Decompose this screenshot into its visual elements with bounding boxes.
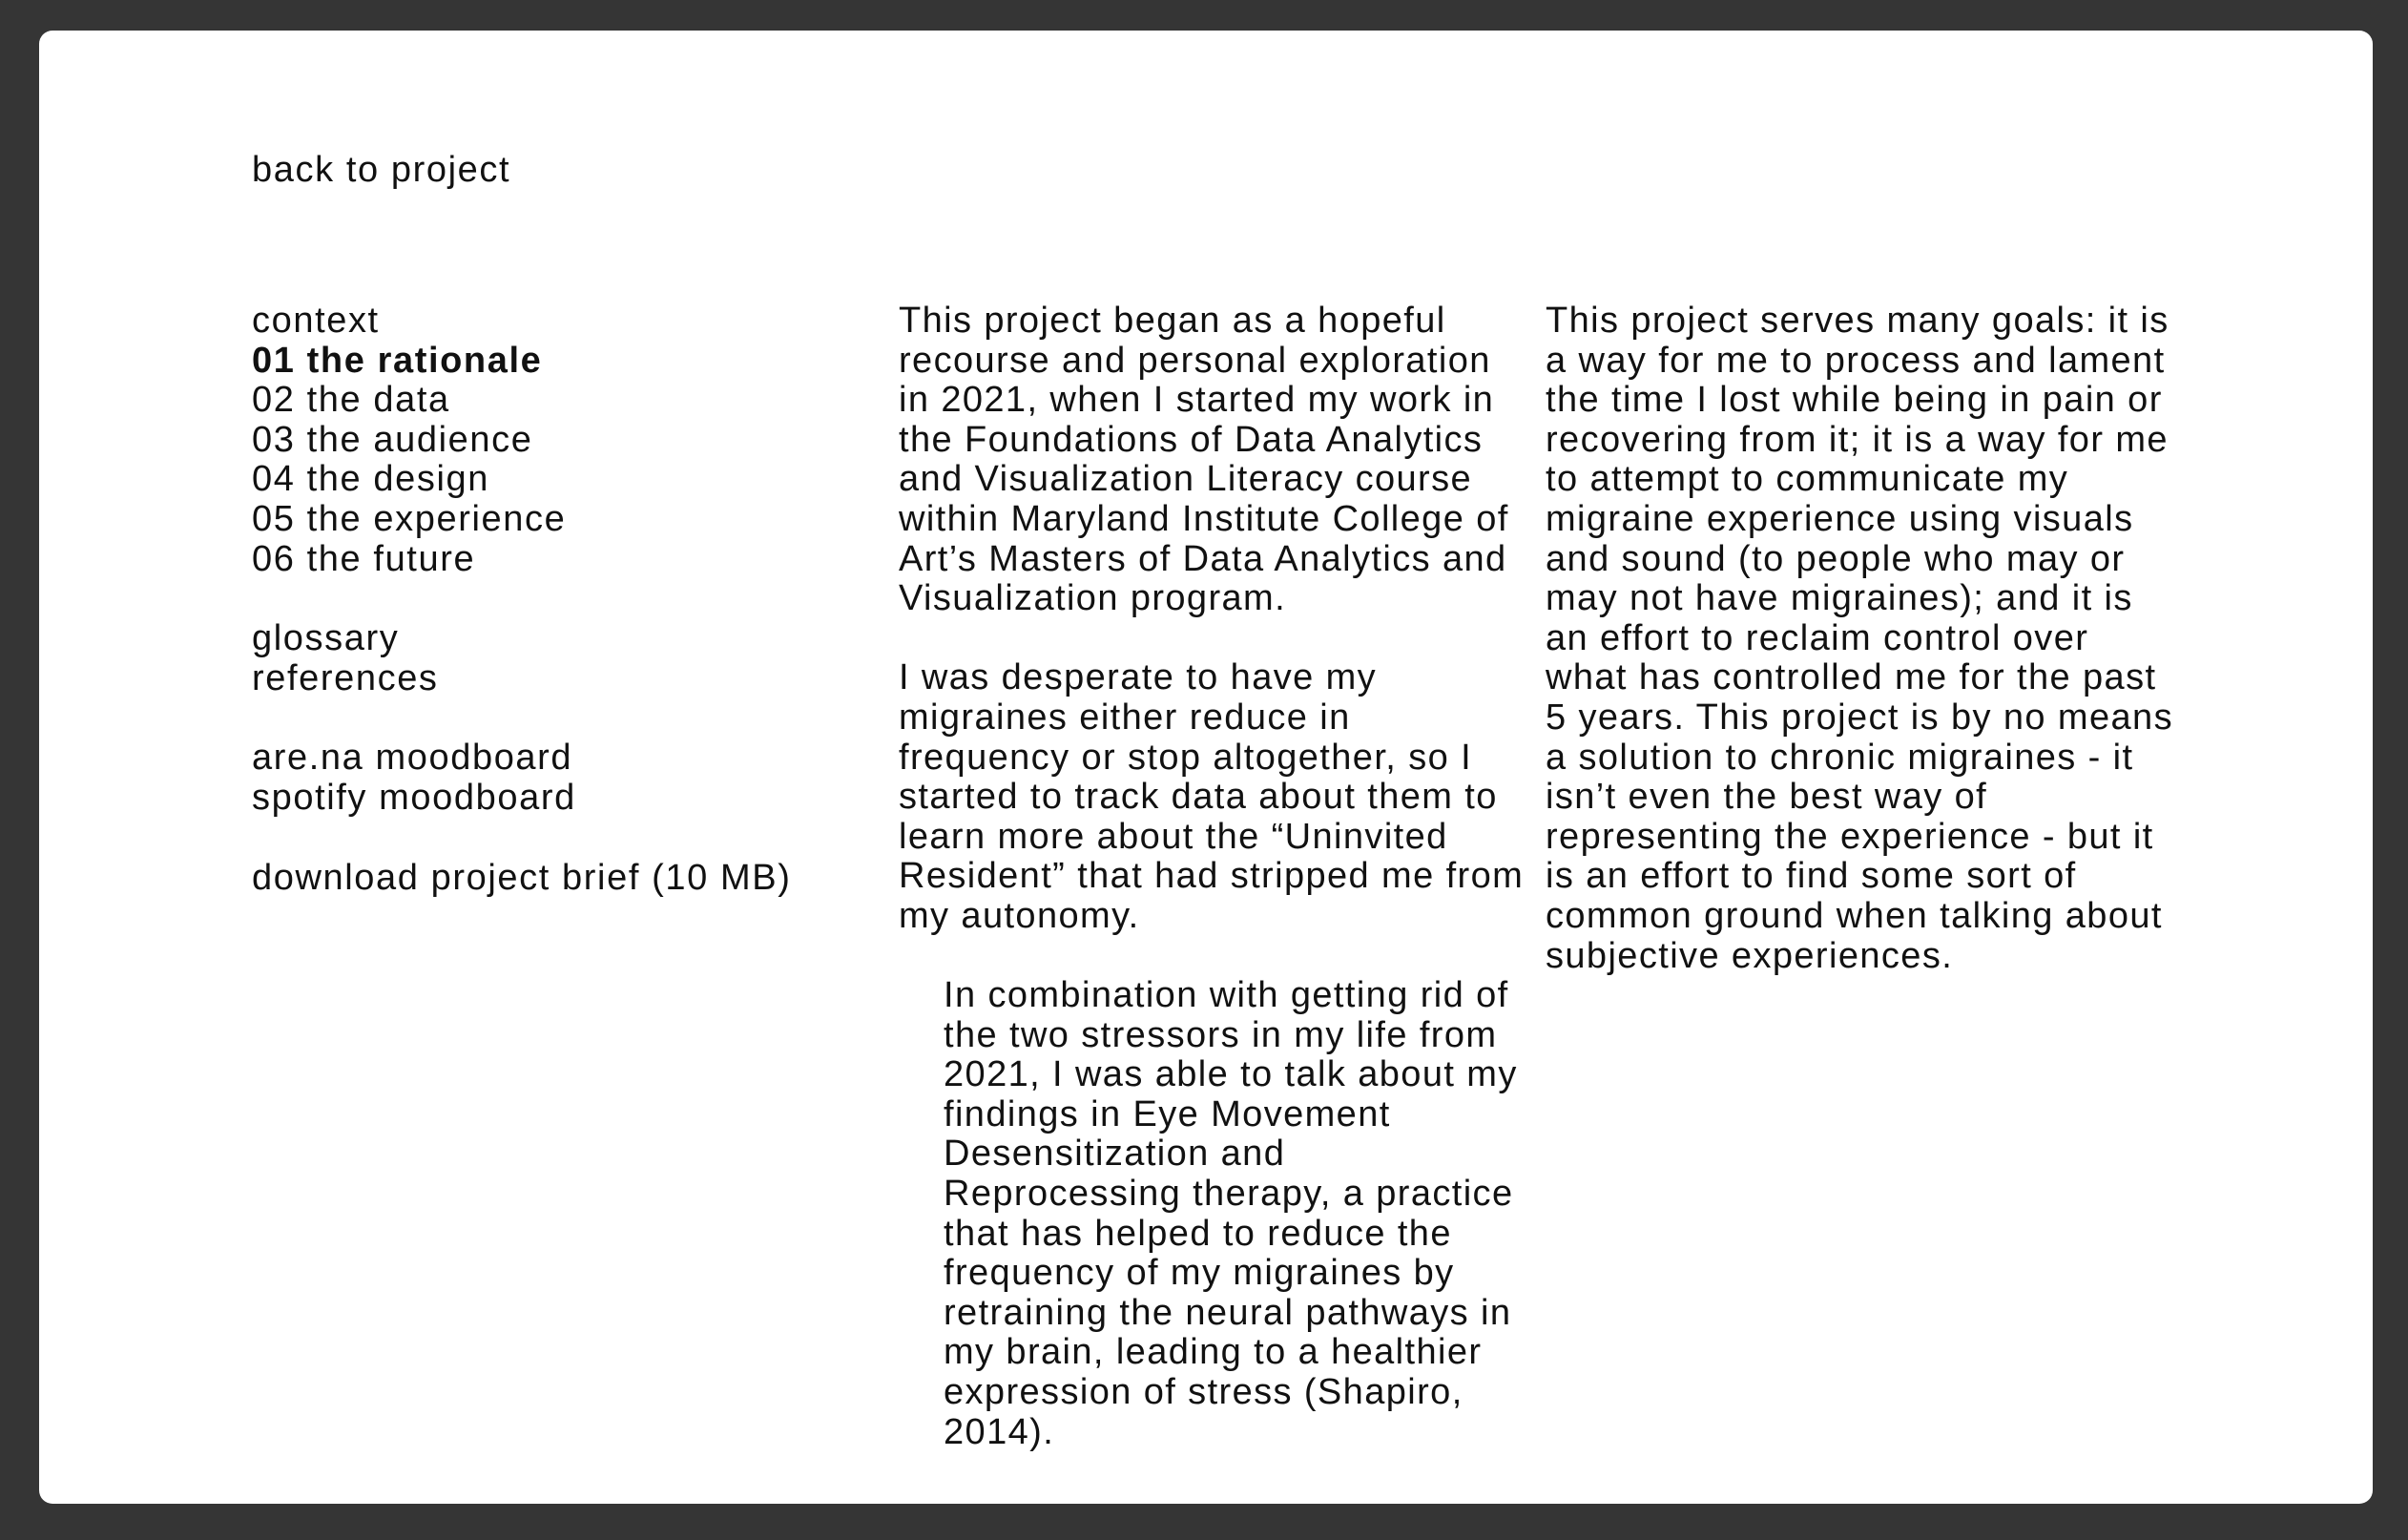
paragraph-tracking-data: I was desperate to have my migraines either reduce in frequency or stop altogether, so I started to track data about them to learn more about the “Uninvited Resident” that had stripped me from my autonomy.: [899, 657, 1525, 936]
nav-item-data[interactable]: 02 the data: [252, 380, 450, 421]
nav-item-glossary[interactable]: glossary: [252, 618, 400, 659]
download-brief-link[interactable]: download project brief (10 MB): [252, 857, 792, 898]
nav-item-future[interactable]: 06 the future: [252, 538, 476, 579]
paragraph-project-goals: This project serves many goals: it is a way for me to process and lament the time I lost while being in pain or recovering from it; it is a way for me to attempt to communicate my migraine experience using visuals and sound (to people who may or may not have migraines); and it is an effort to reclaim control over what has controlled me for the past 5 years. This project is by no means a solution to chronic migraines - it isn’t even the best way of representing the experience - but it is an effort to find some sort of common ground when talking about subjective experiences.: [1546, 301, 2173, 976]
nav-item-references[interactable]: references: [252, 657, 439, 698]
indented-quote-emdr: In combination with getting rid of the two stressors in my life from 2021, I was able to talk about my findings in Eye Movement Desensitization and Reprocessing therapy, a practice that has helped to reduce the frequency of my migraines by retraining the neural pathways in my brain, leading to a healthier expression of stress (Shapiro, 2014).: [944, 975, 1518, 1452]
nav-item-audience[interactable]: 03 the audience: [252, 419, 533, 460]
nav-moodboard-group: [252, 739, 843, 818]
arena-moodboard-link[interactable]: are.na moodboard: [252, 738, 573, 779]
nav-reference-group: [252, 619, 843, 698]
nav-sections-group: [252, 302, 843, 579]
back-to-project-link[interactable]: back to project: [252, 150, 511, 190]
section-nav: [252, 302, 843, 938]
nav-download-group: [252, 859, 843, 899]
paragraph-project-origin: This project began as a hopeful recourse and personal exploration in 2021, when I started my work in the Foundations of Data Analytics and Visualization Literacy course within Maryland Institute College of Art’s Masters of Data Analytics and Visualization program.: [899, 301, 1509, 619]
nav-item-rationale[interactable]: 01 the rationale: [252, 340, 543, 381]
content-column-right: [1546, 302, 2175, 1016]
nav-item-design[interactable]: 04 the design: [252, 459, 489, 500]
nav-item-experience[interactable]: 05 the experience: [252, 498, 567, 539]
spotify-moodboard-link[interactable]: spotify moodboard: [252, 777, 576, 818]
nav-item-context[interactable]: context: [252, 301, 380, 341]
page-window: [39, 31, 2373, 1504]
content-column-middle: [899, 302, 1528, 1492]
